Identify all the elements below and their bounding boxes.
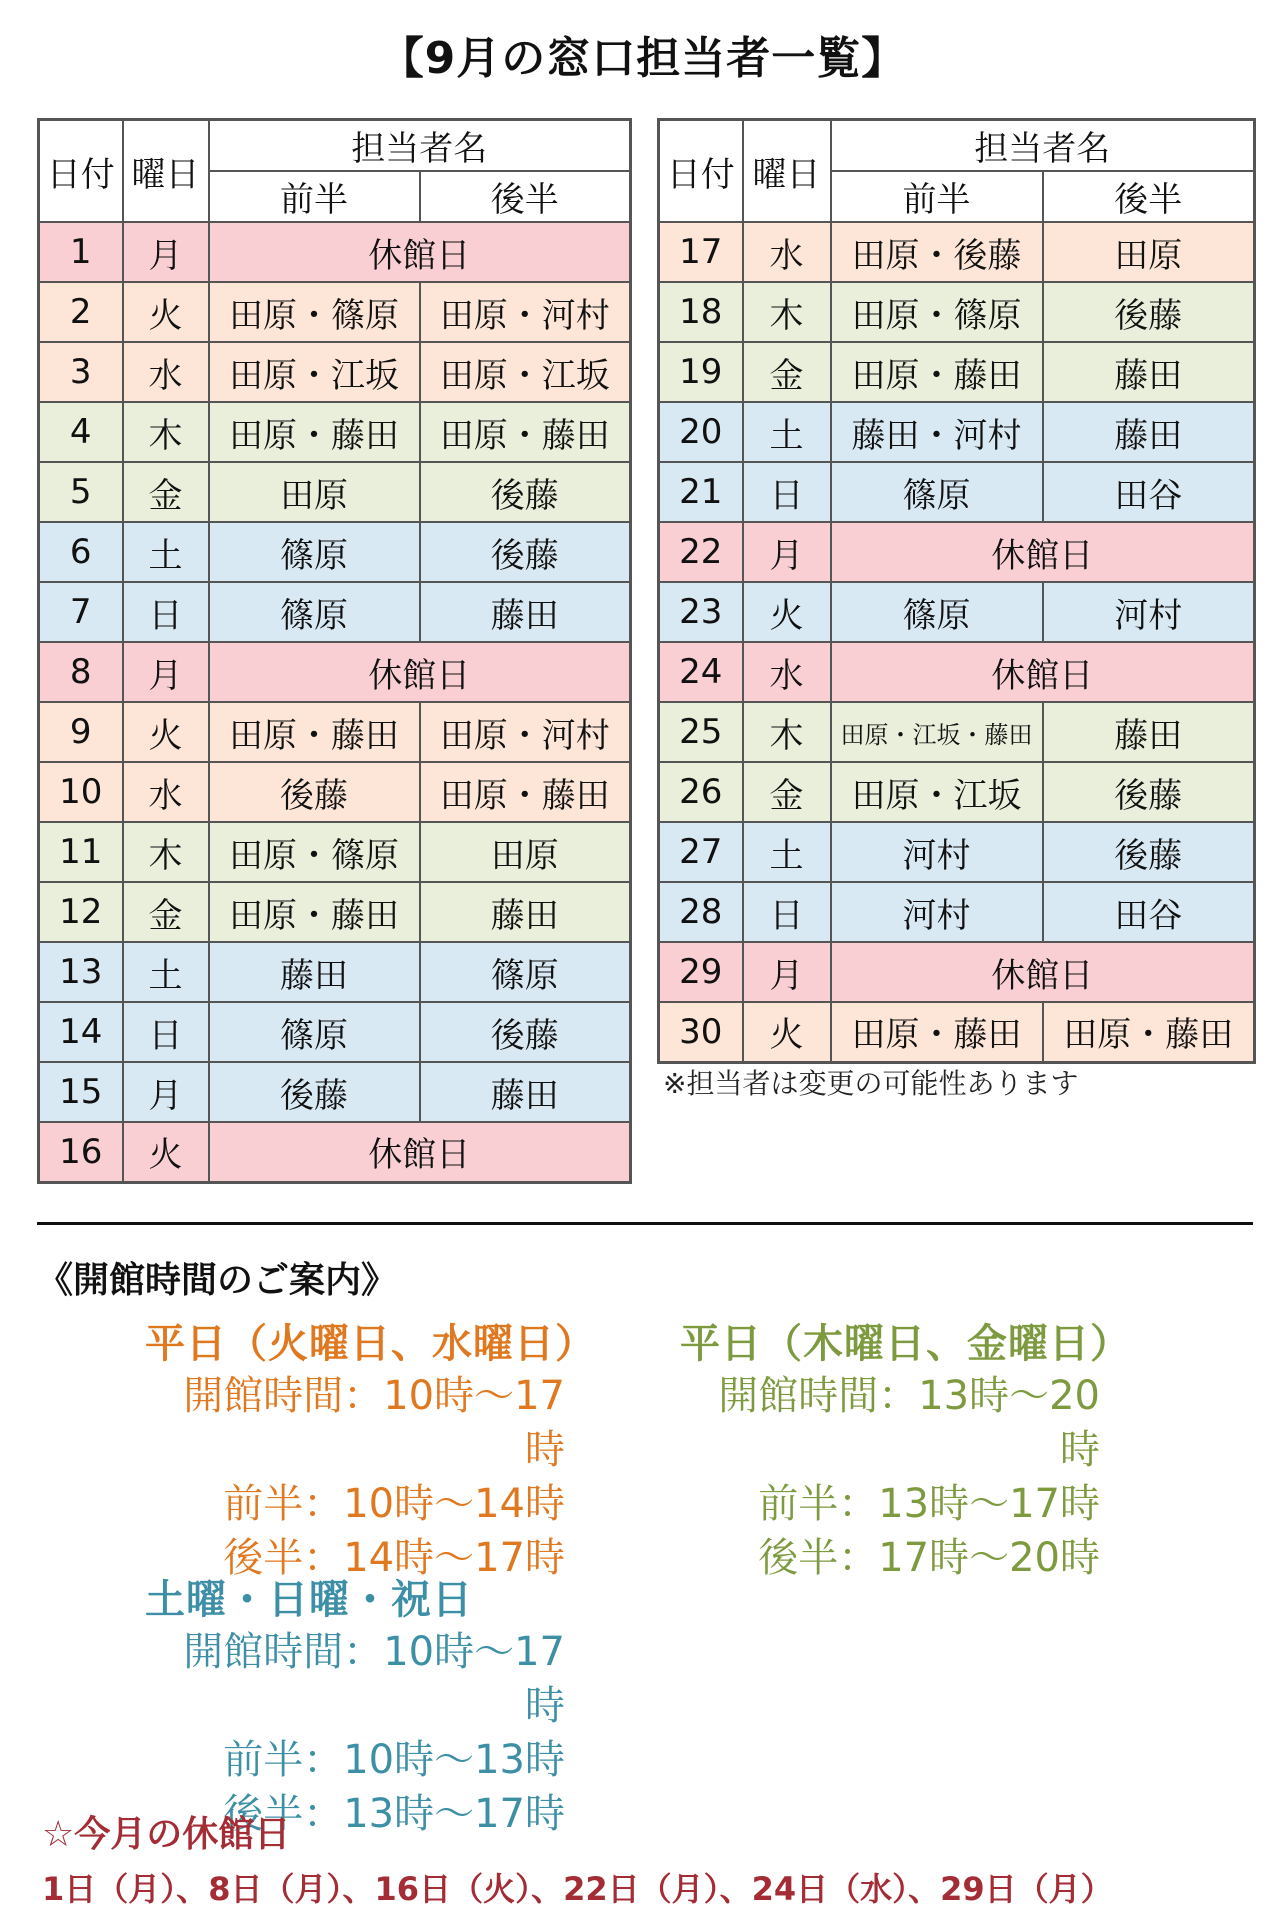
hours-second-half-line: 後半：14時～17時	[223, 1535, 565, 1581]
row-weekday: 土	[123, 522, 209, 582]
row-second-half-staff: 田原・河村	[420, 702, 631, 762]
row-first-half-staff: 篠原	[209, 582, 420, 642]
table-row	[659, 582, 1255, 642]
row-first-half-staff: 篠原	[831, 462, 1043, 522]
row-second-half-staff: 後藤	[420, 522, 631, 582]
table-body-right	[659, 222, 1255, 1062]
table-row	[659, 282, 1255, 342]
row-weekday: 火	[123, 282, 209, 342]
row-weekday: 火	[123, 1122, 209, 1182]
row-second-half-staff: 田原・江坂	[420, 342, 631, 402]
row-first-half-staff: 後藤	[209, 762, 420, 822]
row-first-half-staff: 田原・篠原	[209, 282, 420, 342]
hours-open-line: 開館時間：10時～17時	[183, 1629, 565, 1729]
row-date: 16	[39, 1122, 123, 1182]
table-row	[659, 222, 1255, 282]
row-second-half-staff: 河村	[1043, 582, 1255, 642]
table-row	[39, 1002, 631, 1062]
table-row	[39, 942, 631, 1002]
row-weekday: 火	[743, 582, 831, 642]
row-weekday: 水	[123, 762, 209, 822]
table-row	[39, 402, 631, 462]
row-date: 11	[39, 822, 123, 882]
table-row	[39, 882, 631, 942]
row-first-half-staff: 田原・篠原	[209, 822, 420, 882]
hours-block-title: 平日（木曜日、金曜日）	[680, 1321, 1131, 1367]
row-weekday: 金	[123, 462, 209, 522]
row-date: 20	[659, 402, 743, 462]
row-weekday: 火	[123, 702, 209, 762]
row-date: 7	[39, 582, 123, 642]
row-first-half-staff: 河村	[831, 882, 1043, 942]
row-closed-label: 休館日	[209, 642, 631, 702]
row-date: 27	[659, 822, 743, 882]
row-first-half-staff: 篠原	[831, 582, 1043, 642]
row-closed-label: 休館日	[209, 222, 631, 282]
row-date: 9	[39, 702, 123, 762]
table-row	[659, 402, 1255, 462]
row-first-half-staff: 藤田	[209, 942, 420, 1002]
row-date: 3	[39, 342, 123, 402]
hours-second-half-line: 後半：17時～20時	[758, 1535, 1100, 1581]
table-row	[659, 1002, 1255, 1062]
closed-days-list: 1日（月）、8日（月）、16日（火）、22日（月）、24日（水）、29日（月）	[42, 1870, 1113, 1908]
row-date: 12	[39, 882, 123, 942]
table-row	[39, 642, 631, 702]
row-date: 18	[659, 282, 743, 342]
row-second-half-staff: 藤田	[420, 1062, 631, 1122]
row-weekday: 日	[743, 462, 831, 522]
row-closed-label: 休館日	[831, 642, 1255, 702]
row-weekday: 日	[123, 582, 209, 642]
table-row	[39, 222, 631, 282]
header-day: 曜日	[123, 120, 209, 223]
table-row	[39, 822, 631, 882]
row-date: 25	[659, 702, 743, 762]
row-second-half-staff: 後藤	[1043, 822, 1255, 882]
row-weekday: 日	[123, 1002, 209, 1062]
row-first-half-staff: 田原・藤田	[209, 402, 420, 462]
row-weekday: 日	[743, 882, 831, 942]
row-weekday: 木	[743, 702, 831, 762]
row-second-half-staff: 田原・藤田	[420, 402, 631, 462]
row-weekday: 月	[123, 222, 209, 282]
row-date: 19	[659, 342, 743, 402]
row-first-half-staff: 篠原	[209, 522, 420, 582]
row-second-half-staff: 藤田	[1043, 402, 1255, 462]
hours-section-title: 《開館時間のご案内》	[37, 1260, 398, 1301]
row-date: 30	[659, 1002, 743, 1062]
row-second-half-staff: 田原・藤田	[1043, 1002, 1255, 1062]
hours-second-half-line: 後半：13時～17時	[223, 1791, 565, 1837]
hours-weekday-tue-wed	[145, 1312, 596, 1585]
row-date: 15	[39, 1062, 123, 1122]
row-weekday: 火	[743, 1002, 831, 1062]
hours-open-line: 開館時間：10時～17時	[183, 1373, 565, 1473]
row-closed-label: 休館日	[209, 1122, 631, 1182]
row-first-half-staff: 藤田・河村	[831, 402, 1043, 462]
row-second-half-staff: 田谷	[1043, 462, 1255, 522]
row-second-half-staff: 田原・河村	[420, 282, 631, 342]
row-weekday: 月	[123, 642, 209, 702]
row-date: 23	[659, 582, 743, 642]
row-date: 21	[659, 462, 743, 522]
row-first-half-staff: 田原	[209, 462, 420, 522]
row-weekday: 土	[123, 942, 209, 1002]
row-date: 1	[39, 222, 123, 282]
row-second-half-staff: 後藤	[1043, 282, 1255, 342]
row-weekday: 木	[743, 282, 831, 342]
row-date: 22	[659, 522, 743, 582]
table-row	[39, 342, 631, 402]
row-first-half-staff: 田原・藤田	[209, 702, 420, 762]
table-row	[39, 522, 631, 582]
table-row	[39, 462, 631, 522]
row-second-half-staff: 篠原	[420, 942, 631, 1002]
header-date: 日付	[39, 120, 123, 223]
table-row	[659, 882, 1255, 942]
table-row	[659, 762, 1255, 822]
row-date: 4	[39, 402, 123, 462]
hours-block-title: 土曜・日曜・祝日	[145, 1577, 473, 1623]
row-first-half-staff: 田原・江坂・藤田	[831, 702, 1043, 762]
closed-days-title: ☆今月の休館日	[42, 1814, 291, 1855]
hours-block-lines	[680, 1369, 1100, 1585]
staff-table-right	[657, 118, 1256, 1064]
section-divider	[37, 1222, 1253, 1225]
header-first-half: 前半	[831, 171, 1043, 222]
row-second-half-staff: 田原・藤田	[420, 762, 631, 822]
table-row	[659, 522, 1255, 582]
table-row	[659, 342, 1255, 402]
staff-table-left	[37, 118, 632, 1184]
row-first-half-staff: 田原・藤田	[831, 342, 1043, 402]
row-weekday: 金	[743, 762, 831, 822]
row-second-half-staff: 藤田	[1043, 342, 1255, 402]
header-first-half: 前半	[209, 171, 420, 222]
row-date: 26	[659, 762, 743, 822]
hours-first-half-line: 前半：13時～17時	[758, 1481, 1100, 1527]
row-second-half-staff: 藤田	[420, 582, 631, 642]
row-weekday: 金	[743, 342, 831, 402]
hours-weekday-thu-fri	[680, 1312, 1131, 1585]
row-weekday: 月	[743, 942, 831, 1002]
table-row	[659, 462, 1255, 522]
row-first-half-staff: 田原・後藤	[831, 222, 1043, 282]
table-row	[39, 762, 631, 822]
row-date: 29	[659, 942, 743, 1002]
row-date: 14	[39, 1002, 123, 1062]
row-weekday: 土	[743, 402, 831, 462]
row-weekday: 木	[123, 402, 209, 462]
table-row	[659, 942, 1255, 1002]
row-first-half-staff: 河村	[831, 822, 1043, 882]
row-weekday: 月	[743, 522, 831, 582]
hours-first-half-line: 前半：10時～14時	[223, 1481, 565, 1527]
row-date: 10	[39, 762, 123, 822]
row-second-half-staff: 田谷	[1043, 882, 1255, 942]
row-date: 17	[659, 222, 743, 282]
row-weekday: 水	[743, 642, 831, 702]
row-weekday: 水	[123, 342, 209, 402]
row-date: 8	[39, 642, 123, 702]
row-second-half-staff: 藤田	[1043, 702, 1255, 762]
table-row	[39, 1062, 631, 1122]
row-weekday: 金	[123, 882, 209, 942]
table-row	[659, 642, 1255, 702]
page-title: 【9月の窓口担当者一覧】	[379, 33, 907, 84]
row-second-half-staff: 田原	[1043, 222, 1255, 282]
row-date: 13	[39, 942, 123, 1002]
row-date: 24	[659, 642, 743, 702]
table-row	[39, 582, 631, 642]
row-date: 5	[39, 462, 123, 522]
row-first-half-staff: 田原・篠原	[831, 282, 1043, 342]
row-second-half-staff: 後藤	[1043, 762, 1255, 822]
hours-first-half-line: 前半：10時～13時	[223, 1737, 565, 1783]
hours-block-title: 平日（火曜日、水曜日）	[145, 1321, 596, 1367]
row-weekday: 木	[123, 822, 209, 882]
hours-open-line: 開館時間：13時～20時	[718, 1373, 1100, 1473]
row-first-half-staff: 田原・江坂	[209, 342, 420, 402]
row-second-half-staff: 後藤	[420, 1002, 631, 1062]
header-staff: 担当者名	[831, 120, 1255, 172]
header-date: 日付	[659, 120, 743, 223]
header-day: 曜日	[743, 120, 831, 223]
staff-change-note: ※担当者は変更の可能性あります	[663, 1067, 1079, 1100]
hours-block-lines	[145, 1369, 565, 1585]
table-row	[659, 702, 1255, 762]
row-first-half-staff: 田原・藤田	[209, 882, 420, 942]
table-row	[39, 702, 631, 762]
row-first-half-staff: 田原・藤田	[831, 1002, 1043, 1062]
row-date: 6	[39, 522, 123, 582]
row-first-half-staff: 後藤	[209, 1062, 420, 1122]
row-date: 2	[39, 282, 123, 342]
row-first-half-staff: 篠原	[209, 1002, 420, 1062]
header-second-half: 後半	[1043, 171, 1255, 222]
row-date: 28	[659, 882, 743, 942]
hours-weekend-holiday	[145, 1568, 565, 1841]
table-row	[39, 1122, 631, 1182]
row-second-half-staff: 藤田	[420, 882, 631, 942]
header-staff: 担当者名	[209, 120, 631, 172]
header-second-half: 後半	[420, 171, 631, 222]
row-weekday: 土	[743, 822, 831, 882]
row-second-half-staff: 後藤	[420, 462, 631, 522]
table-row	[39, 282, 631, 342]
row-weekday: 月	[123, 1062, 209, 1122]
table-body-left	[39, 222, 631, 1182]
row-closed-label: 休館日	[831, 522, 1255, 582]
table-row	[659, 822, 1255, 882]
row-second-half-staff: 田原	[420, 822, 631, 882]
row-first-half-staff: 田原・江坂	[831, 762, 1043, 822]
row-weekday: 水	[743, 222, 831, 282]
row-closed-label: 休館日	[831, 942, 1255, 1002]
